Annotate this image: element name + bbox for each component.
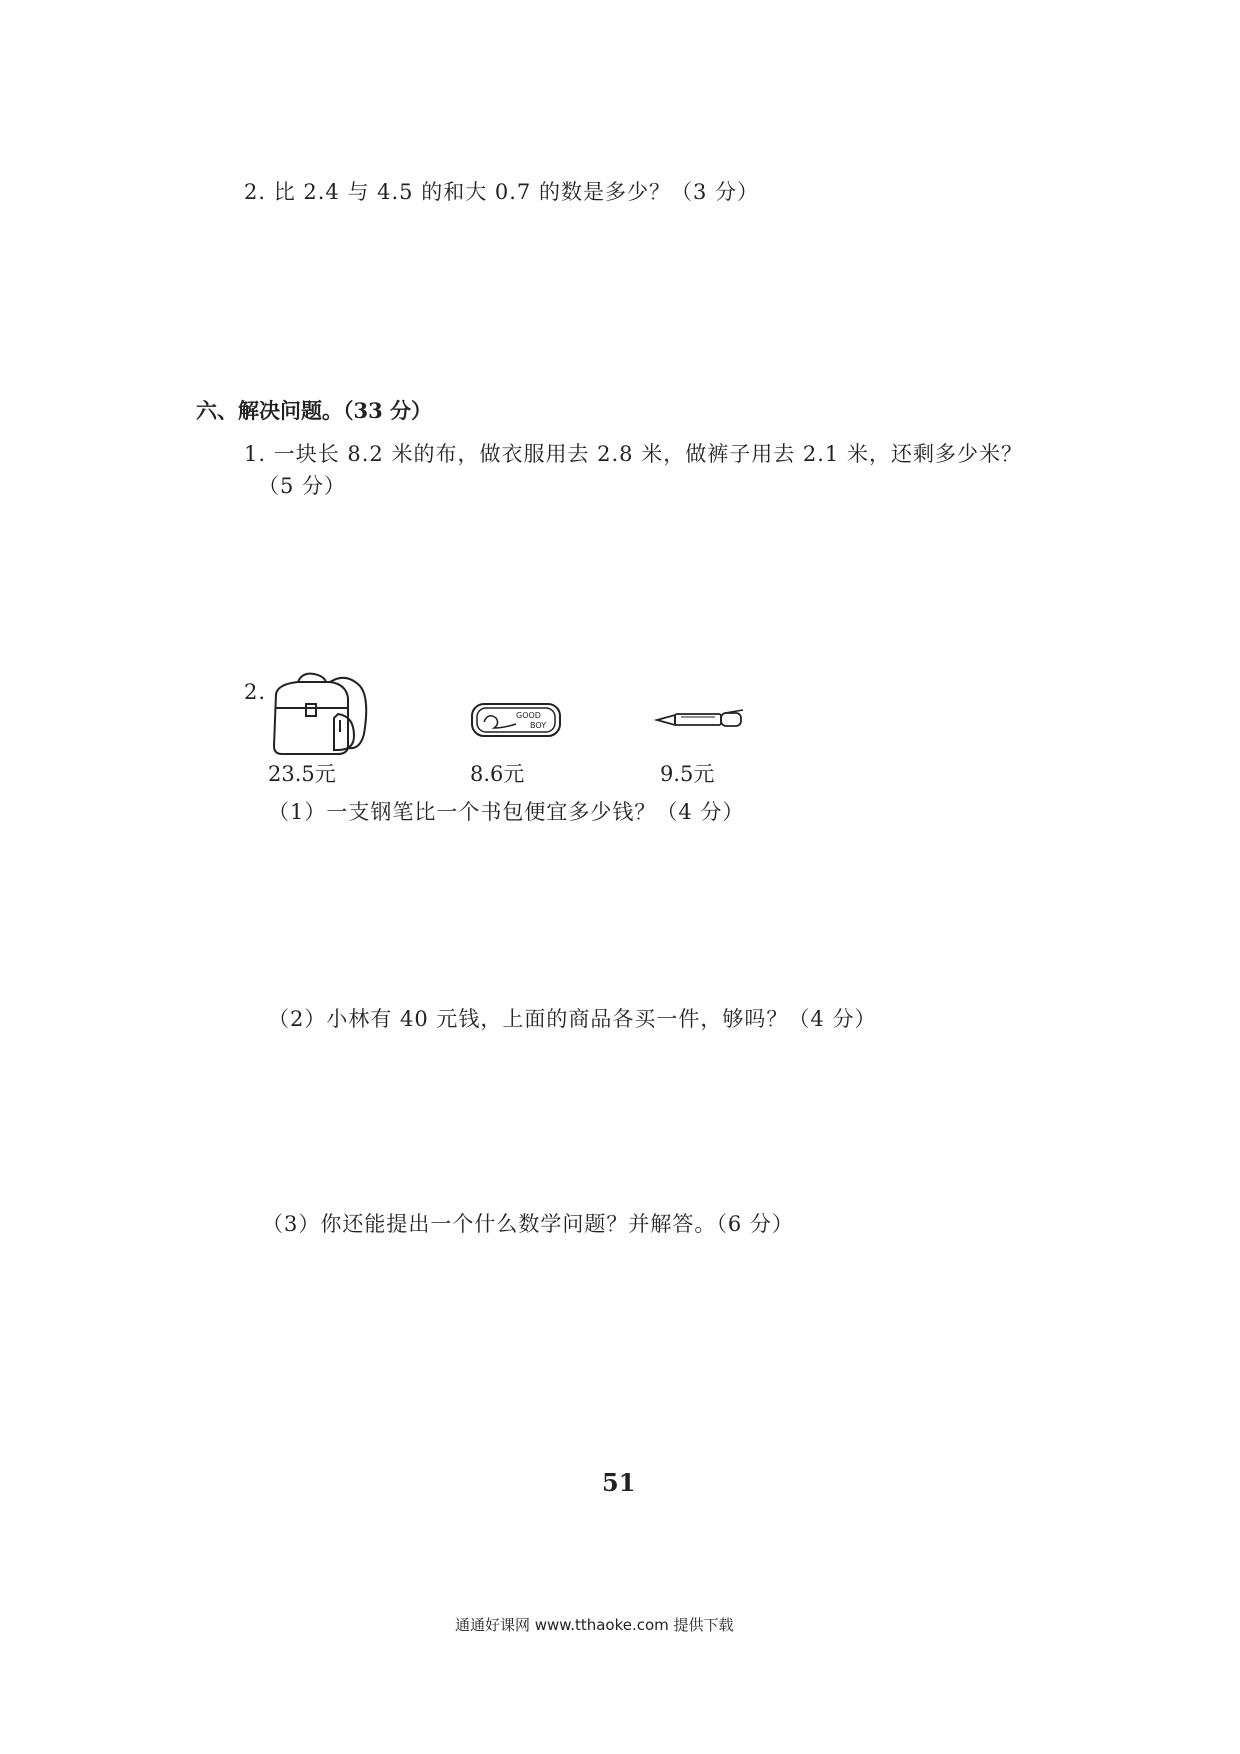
pencil-case-icon: [470, 702, 562, 738]
page-number: 51: [602, 1468, 636, 1497]
pencil-case-price: 8.6元: [470, 762, 525, 786]
question-6-1-line2: （5 分）: [258, 474, 347, 498]
question-6-1-line1: 1. 一块长 8.2 米的布，做衣服用去 2.8 米，做裤子用去 2.1 米，还剩多少米？: [244, 442, 1023, 466]
sub-question-3: （3）你还能提出一个什么数学问题？并解答。（6 分）: [262, 1212, 794, 1236]
pen-icon: [655, 708, 747, 730]
pen-price: 9.5元: [660, 762, 715, 786]
sub-question-2: （2）小林有 40 元钱，上面的商品各买一件，够吗？（4 分）: [268, 1007, 877, 1031]
question-5-2: 2. 比 2.4 与 4.5 的和大 0.7 的数是多少？（3 分）: [244, 180, 759, 204]
footer-text: 通通好课网 www.tthaoke.com 提供下载: [455, 1616, 734, 1634]
pencil-case-text-2: BOY: [530, 721, 547, 730]
question-6-2-number: 2.: [244, 680, 267, 704]
pencil-case-text-1: GOOD: [516, 711, 541, 720]
backpack-price: 23.5元: [268, 762, 336, 786]
backpack-icon: [268, 674, 378, 760]
sub-question-1: （1）一支钢笔比一个书包便宜多少钱？（4 分）: [268, 800, 745, 824]
section-6-title: 六、解决问题。（33 分）: [196, 398, 433, 423]
